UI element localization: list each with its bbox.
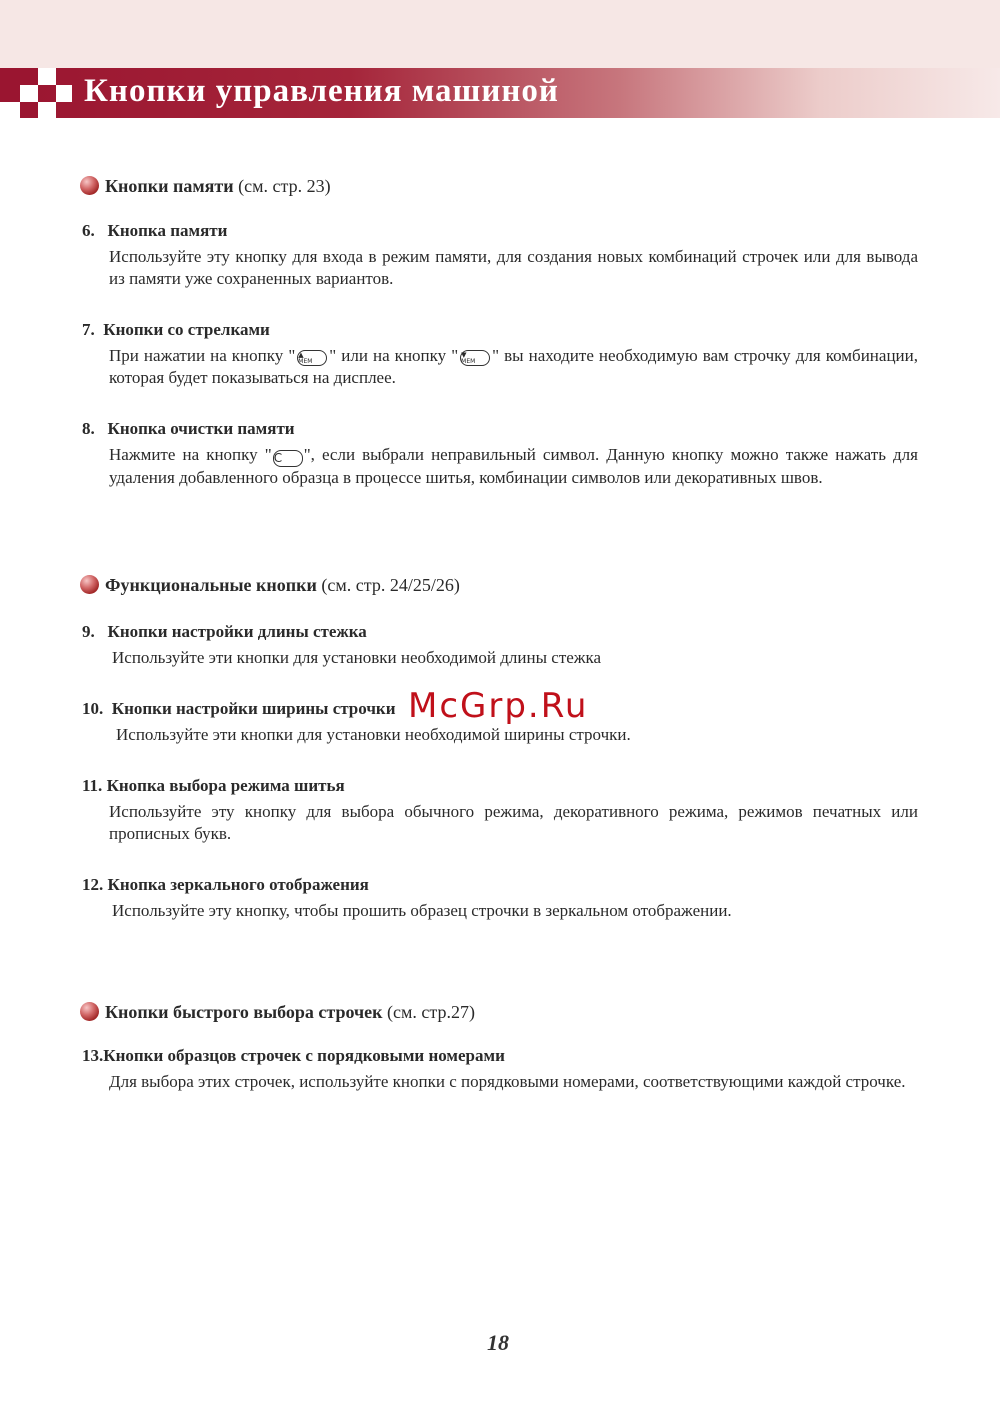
mem-up-button-icon: ▲ MEM <box>297 350 327 366</box>
clear-button-icon: C <box>273 450 303 467</box>
section-title: Кнопки памяти <box>105 176 234 196</box>
top-band <box>0 0 1000 68</box>
watermark: McGrp.Ru <box>408 686 589 726</box>
item-body <box>109 345 918 389</box>
item-body <box>109 444 918 489</box>
item-title: Кнопка памяти <box>107 221 228 240</box>
item-title: Кнопки со стрелками <box>103 320 270 339</box>
item-number: 6. <box>82 221 95 240</box>
item-number: 13. <box>82 1046 104 1065</box>
checker-logo-icon <box>0 68 72 118</box>
item-body: Используйте эту кнопку для входа в режим памяти, для создания новых комбинаций строчек или для вывода из памяти уже сохраненных вариантов. <box>109 247 918 288</box>
item-body-part: ", если выбрали неправильный символ. Данную кнопку можно также нажать для удаления добавленного образца в процессе шитья, комбинации символов или декоративных швов. <box>109 445 918 487</box>
item-9 <box>82 621 918 669</box>
item-11 <box>82 775 918 845</box>
page-number: 18 <box>487 1330 509 1355</box>
section-title: Функциональные кнопки <box>105 575 317 595</box>
item-6 <box>82 220 918 290</box>
section-ref: (см. стр. 24/25/26) <box>321 575 460 595</box>
section-function-buttons <box>80 575 460 596</box>
section-ref: (см. стр. 23) <box>238 176 331 196</box>
item-12 <box>82 874 918 922</box>
item-number: 10. <box>82 699 104 718</box>
item-body: Используйте эту кнопку, чтобы прошить образец строчки в зеркальном отображении. <box>112 901 732 920</box>
item-body-part: " вы находите необходимую вам строчку для комбинации, которая будет показываться на дисплее. <box>109 346 918 387</box>
section-title: Кнопки быстрого выбора строчек <box>105 1002 383 1022</box>
item-title: Кнопка очистки памяти <box>107 419 295 438</box>
item-body-part: " или на кнопку " <box>329 346 459 365</box>
item-body-part: При нажатии на кнопку " <box>109 346 296 365</box>
mem-label: MEM <box>298 358 313 365</box>
item-number: 12. <box>82 875 104 894</box>
item-number: 8. <box>82 419 95 438</box>
item-body-part: Нажмите на кнопку " <box>109 445 272 464</box>
item-title: Кнопка выбора режима шитья <box>106 776 345 795</box>
section-memory-buttons <box>80 176 331 197</box>
page-title: Кнопки управления машиной <box>84 73 559 109</box>
section-quick-select-buttons <box>80 1002 475 1023</box>
item-7 <box>82 319 918 389</box>
item-title: Кнопки настройки ширины строчки <box>111 699 396 718</box>
bullet-icon <box>80 1002 99 1021</box>
item-13 <box>82 1045 918 1093</box>
mem-down-button-icon: ▼ MEM <box>460 350 490 366</box>
item-body: Используйте эти кнопки для установки необходимой длины стежка <box>112 648 602 667</box>
item-8 <box>82 418 918 489</box>
item-title: Кнопки настройки длины стежка <box>107 622 367 641</box>
item-body: Используйте эту кнопку для выбора обычного режима, декоративного режима, режимов печатных или прописных букв. <box>109 802 918 843</box>
bullet-icon <box>80 575 99 594</box>
item-body: Для выбора этих строчек, используйте кнопки с порядковыми номерами, соответствующими каждой строчке. <box>109 1072 906 1091</box>
section-ref: (см. стр.27) <box>387 1002 475 1022</box>
item-title: Кнопки образцов строчек с порядковыми номерами <box>103 1046 505 1065</box>
item-number: 9. <box>82 622 95 641</box>
item-number: 7. <box>82 320 95 339</box>
mem-label: MEM <box>461 358 476 365</box>
item-body: Используйте эти кнопки для установки необходимой ширины строчки. <box>116 725 631 744</box>
item-title: Кнопка зеркального отображения <box>107 875 369 894</box>
item-number: 11. <box>82 776 103 795</box>
bullet-icon <box>80 176 99 195</box>
